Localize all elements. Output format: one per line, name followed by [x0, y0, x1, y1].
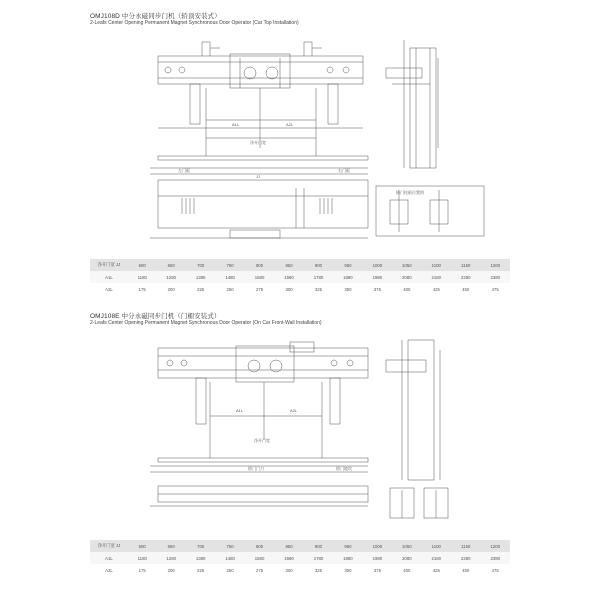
section2-subtitle: 2-Leafs Center Opening Permanent Magnet Synchronous Door Operator (On Car Front-Wall Installation) [90, 320, 322, 326]
table-row: 净开门宽 JJ 600 650 700 750 800 850 900 950 1000 1050 1100 1150 1200 [90, 259, 510, 271]
car-top-operator-drawing [90, 28, 510, 258]
table-row: A1L 1180 1280 1380 1480 1580 1680 1780 1880 1980 2080 2180 2280 2380 [90, 552, 510, 564]
sill-label: 轿门地坎 [336, 466, 352, 471]
table-row: A1L 1180 1280 1380 1480 1580 1680 1780 1880 1980 2080 2180 2280 2380 [90, 271, 510, 283]
right-door-label: 右门板 [338, 168, 350, 173]
dim-label-a1l-2: A1L [236, 408, 244, 413]
section1-subtitle: 2-Leafs Center Opening Permanent Magnet Synchronous Door Operator (Car Top Installation) [90, 20, 299, 26]
section1-title: OMJ108D 中分永磁同步门机（轿顶安装式） [90, 13, 221, 20]
table-row: 净开门宽 JJ 600 650 700 750 800 850 900 950 1000 1050 1100 1150 1200 [90, 540, 510, 552]
spec-table-1 [90, 259, 510, 295]
clear-width-label-2: 净开门宽 [254, 438, 270, 443]
dim-label-a2l: A2L [286, 122, 294, 127]
left-door-label: 左门板 [178, 168, 190, 173]
spec-table-2 [90, 540, 510, 576]
section2-title: OMJ108E 中分永磁同步门机（门楣安装式） [90, 313, 221, 320]
detail-view-label: 轿门挂板位置图 [396, 190, 424, 195]
dim-label-a2l-2: A2L [290, 408, 298, 413]
jj-label: JJ [256, 174, 260, 179]
dim-label-a1l: A1L [232, 122, 240, 127]
clear-width-label: 净开门宽 [250, 140, 266, 145]
table-row: A2L 175 200 225 250 275 300 325 350 375 400 425 450 475 [90, 564, 510, 576]
table-row: A2L 175 200 225 250 275 300 325 350 375 400 425 450 475 [90, 283, 510, 295]
front-wall-operator-drawing [90, 330, 510, 530]
car-door-label: 轿门门刀 [248, 466, 264, 471]
